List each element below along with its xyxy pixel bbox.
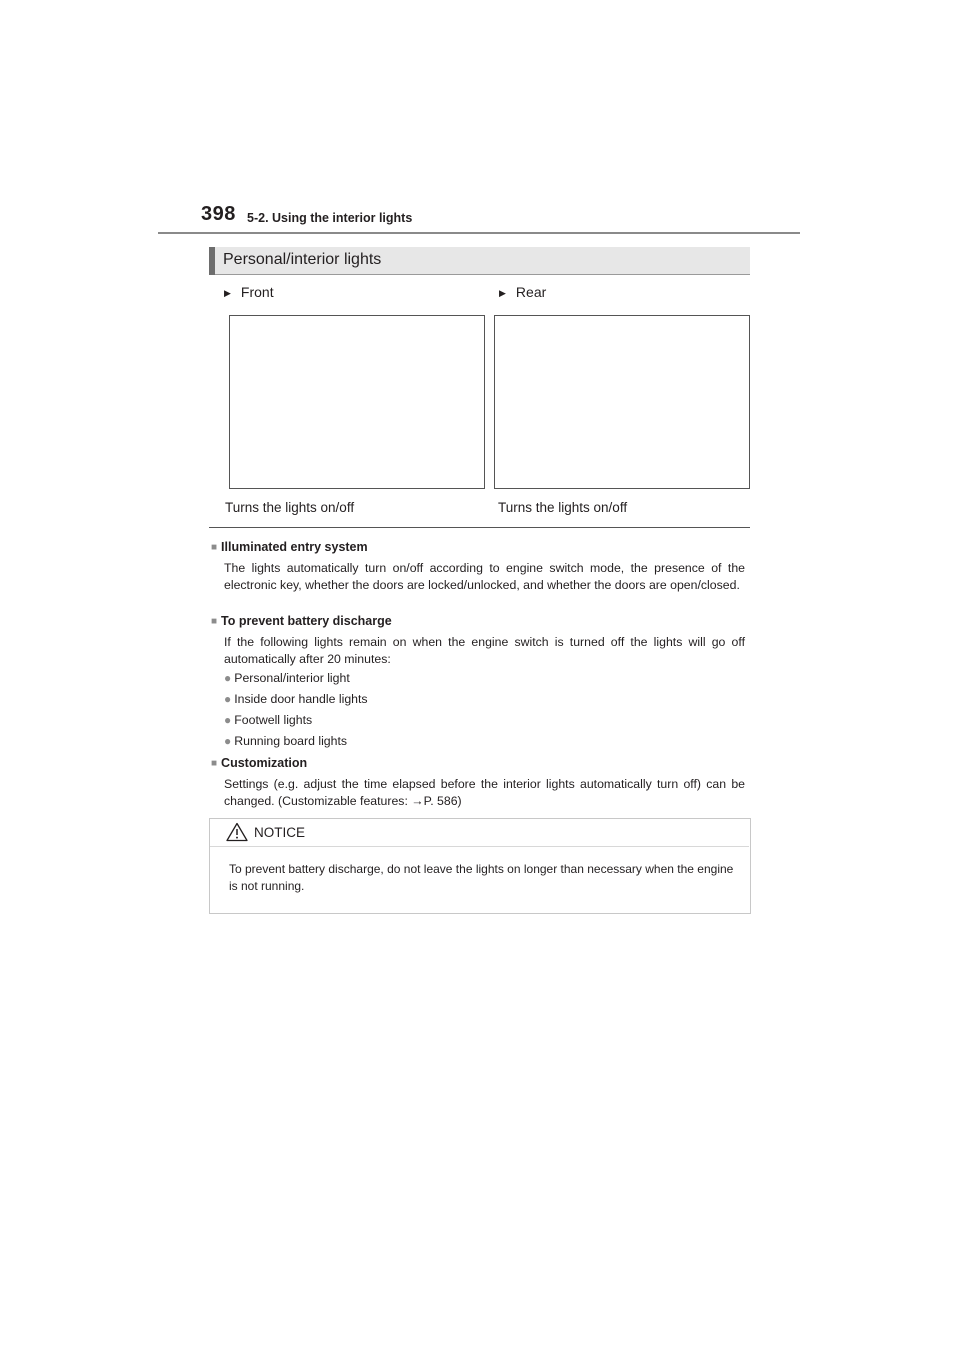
triangle-right-icon: ▶ bbox=[224, 288, 231, 298]
rear-view-label bbox=[499, 284, 546, 300]
square-icon: ■ bbox=[211, 542, 218, 553]
list-item bbox=[224, 734, 347, 748]
circle-icon: ● bbox=[224, 692, 232, 706]
note-heading-text: Illuminated entry system bbox=[221, 540, 368, 554]
square-icon: ■ bbox=[211, 616, 218, 627]
rear-view-label-text: Rear bbox=[515, 284, 547, 300]
note-text-battery: If the following lights remain on when the engine switch is turned off the lights will go off automatically after 20 minutes: bbox=[224, 635, 745, 666]
notice-divider bbox=[210, 846, 749, 847]
notice-title: NOTICE bbox=[254, 825, 306, 840]
square-icon: ■ bbox=[211, 758, 218, 769]
section-title: Personal/interior lights bbox=[223, 251, 382, 268]
list-item-text: Personal/interior light bbox=[234, 671, 350, 685]
list-item-text: Inside door handle lights bbox=[234, 692, 368, 706]
list-item-text: Running board lights bbox=[234, 734, 348, 748]
note-heading-text: To prevent battery discharge bbox=[221, 614, 392, 628]
note-heading-battery bbox=[211, 614, 392, 628]
list-item-text: Footwell lights bbox=[234, 713, 313, 727]
page-number: 398 bbox=[201, 203, 236, 225]
list-item bbox=[224, 692, 368, 706]
triangle-right-icon: ▶ bbox=[499, 288, 506, 298]
section-divider bbox=[209, 527, 750, 528]
note-text-illuminated-entry: The lights automatically turn on/off according to engine switch mode, the presence of the electronic key, whether the doors are locked/unlocked, and whether the doors are open/closed. bbox=[224, 561, 745, 592]
note-heading-text: Customization bbox=[221, 756, 308, 770]
note-heading-customization bbox=[211, 756, 307, 770]
header-divider bbox=[158, 232, 800, 234]
section-title-accent bbox=[209, 247, 215, 275]
front-figure-caption: Turns the lights on/off bbox=[225, 500, 355, 515]
note-text-customization: Settings (e.g. adjust the time elapsed before the interior lights automatically turn off) can be changed. (Customizable features: →P. 586) bbox=[224, 777, 745, 808]
note-heading-illuminated-entry bbox=[211, 540, 368, 554]
notice-text: To prevent battery discharge, do not leave the lights on longer than necessary when the engine is not running. bbox=[229, 862, 734, 893]
front-view-label bbox=[224, 284, 274, 300]
circle-icon: ● bbox=[224, 671, 232, 685]
rear-figure-caption: Turns the lights on/off bbox=[498, 500, 628, 515]
circle-icon: ● bbox=[224, 713, 232, 727]
circle-icon: ● bbox=[224, 734, 232, 748]
list-item bbox=[224, 671, 350, 685]
rear-lights-figure bbox=[494, 315, 750, 489]
list-item bbox=[224, 713, 312, 727]
warning-triangle-icon bbox=[226, 822, 248, 842]
section-label: 5-2. Using the interior lights bbox=[247, 211, 413, 225]
front-lights-figure bbox=[229, 315, 485, 489]
front-view-label-text: Front bbox=[240, 284, 274, 300]
